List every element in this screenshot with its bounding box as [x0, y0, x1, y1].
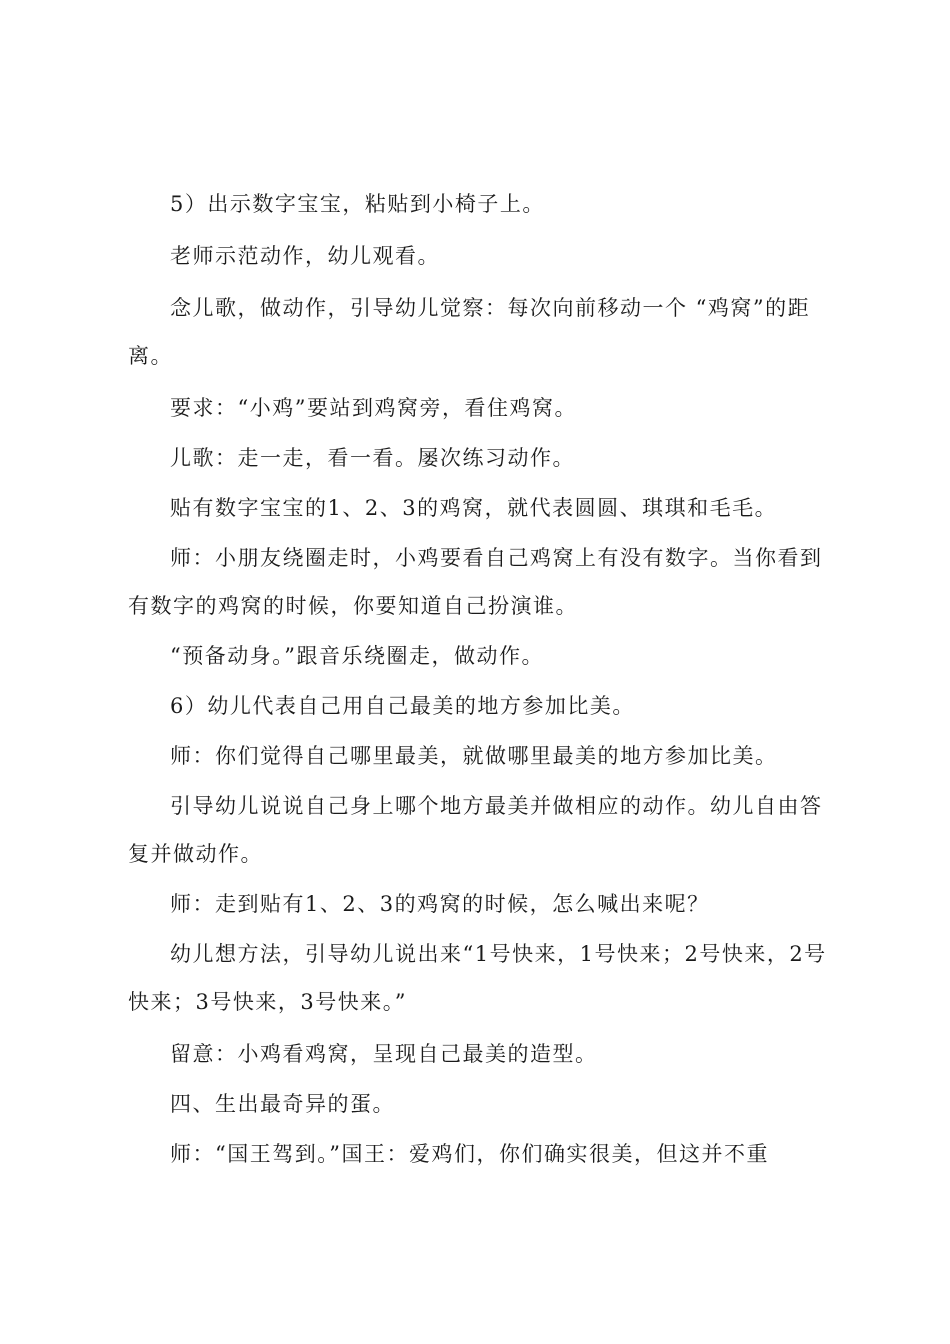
paragraph: 儿歌：走一走，看一看。屡次练习动作。	[170, 446, 575, 470]
paragraph: 贴有数字宝宝的1、2、3的鸡窝，就代表圆圆、琪琪和毛毛。	[170, 496, 778, 520]
paragraph: 留意：小鸡看鸡窝，呈现自己最美的造型。	[170, 1042, 598, 1066]
paragraph: “预备动身。”跟音乐绕圈走，做动作。	[170, 644, 544, 668]
paragraph: 师：“国王驾到。”国王：爱鸡们，你们确实很美，但这并不重	[170, 1142, 769, 1166]
paragraph: 师：你们觉得自己哪里最美，就做哪里最美的地方参加比美。	[170, 744, 778, 768]
paragraph: 念儿歌，做动作，引导幼儿觉察：每次向前移动一个 “鸡窝”的距离。	[128, 296, 811, 368]
paragraph: 师：小朋友绕圈走时，小鸡要看自己鸡窝上有没有数字。当你看到有数字的鸡窝的时候，你要知道自己扮演谁。	[128, 546, 823, 618]
paragraph: 6）幼儿代表自己用自己最美的地方参加比美。	[170, 694, 635, 718]
paragraph: 5）出示数字宝宝，粘贴到小椅子上。	[170, 192, 545, 216]
paragraph: 要求：“小鸡”要站到鸡窝旁，看住鸡窝。	[170, 396, 577, 420]
paragraph: 老师示范动作，幼儿观看。	[170, 244, 440, 268]
paragraph: 四、生出最奇异的蛋。	[170, 1092, 395, 1116]
paragraph: 师：走到贴有1、2、3的鸡窝的时候，怎么喊出来呢？	[170, 892, 710, 916]
paragraph: 幼儿想方法，引导幼儿说出来“1号快来，1号快来；2号快来，2号快来；3号快来，3号快来。”	[128, 942, 827, 1014]
paragraph: 引导幼儿说说自己身上哪个地方最美并做相应的动作。幼儿自由答复并做动作。	[128, 794, 823, 866]
